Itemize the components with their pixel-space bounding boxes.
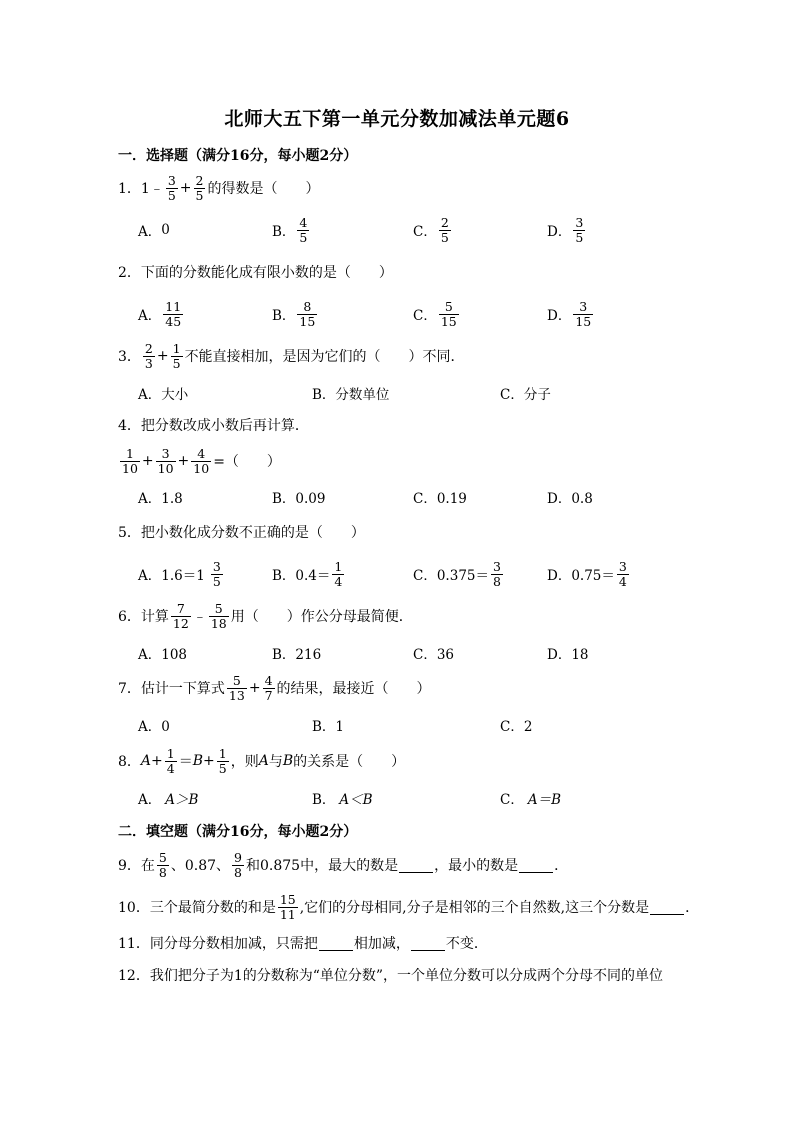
fraction: [120, 447, 140, 476]
answer-blank[interactable]: [650, 900, 684, 915]
question-text: 相加减，: [353, 936, 410, 952]
denominator: 5: [440, 229, 449, 245]
question-8: [118, 741, 405, 781]
numerator: 1: [125, 445, 134, 461]
denominator: 5: [575, 229, 584, 245]
option-text: A＝B: [527, 792, 562, 808]
numerator: 9: [234, 849, 242, 865]
variable-b: B: [282, 753, 294, 769]
option-text: A＜B: [339, 792, 373, 808]
option-text: 0: [161, 222, 170, 238]
option-a: [138, 556, 225, 592]
denominator: 18: [210, 615, 227, 631]
fraction: [573, 216, 585, 245]
option-label: A．: [138, 224, 162, 240]
option-a: A．1.8: [138, 491, 183, 507]
question-number: 3．: [118, 349, 141, 365]
question-text: 7．估计一下算式: [118, 681, 225, 697]
question-text: 11．同分母分数相加减，只需把: [118, 936, 318, 952]
question-6: [118, 596, 413, 636]
option-b: B．216: [272, 647, 322, 663]
question-text: =（ ）: [213, 454, 281, 470]
numerator: 3: [618, 558, 627, 574]
numerator: 1: [166, 745, 175, 761]
denominator: 4: [618, 573, 627, 589]
question-2: 2．下面的分数能化成有限小数的是（ ）: [118, 265, 393, 281]
fraction: [617, 560, 629, 589]
option-label: C．: [500, 792, 524, 808]
fraction: [166, 174, 178, 203]
numerator: 2: [144, 340, 153, 356]
variable-b: B: [192, 753, 204, 769]
fraction: [491, 560, 503, 589]
denominator: 45: [165, 313, 182, 329]
operator: +: [203, 753, 215, 769]
denominator: 10: [157, 460, 174, 476]
section-heading-choice: 一．选择题（满分16分，每小题2分）: [118, 148, 358, 164]
question-text: ，则: [230, 754, 259, 770]
option-label: C．: [413, 568, 437, 584]
fraction: [263, 674, 275, 703]
option-b: [312, 780, 373, 816]
option-label: D．: [547, 224, 572, 240]
fraction: [163, 300, 183, 329]
denominator: 3: [144, 355, 153, 371]
denominator: 5: [167, 187, 176, 203]
numerator: 4: [264, 672, 273, 688]
denominator: 12: [172, 615, 189, 631]
numerator: 5: [232, 672, 241, 688]
section-heading-fill: 二．填空题（满分16分，每小题2分）: [118, 824, 358, 840]
numerator: 2: [440, 214, 449, 230]
option-c: C．36: [413, 647, 455, 663]
option-b: B．0.09: [272, 491, 326, 507]
answer-blank[interactable]: [319, 936, 353, 951]
option-b: [272, 296, 319, 332]
variable-a: A: [258, 753, 269, 769]
option-a: [138, 780, 198, 816]
denominator: 15: [440, 313, 457, 329]
option-label: B．: [272, 224, 296, 240]
question-text: 的结果，最接近（ ）: [276, 681, 431, 697]
numerator: 8: [303, 298, 312, 314]
denominator: 8: [158, 864, 167, 880]
question-text: ,它们的分母相同,分子是相邻的三个自然数,这三个分数是: [299, 900, 650, 916]
operator: +: [177, 453, 190, 469]
question-text: 用（ ）作公分母最简便．: [230, 609, 413, 625]
operator: ＝: [178, 754, 193, 770]
option-label: C．: [413, 308, 437, 324]
expression-text: 1﹣: [140, 181, 164, 197]
fraction: [217, 747, 229, 776]
option-label: B．: [312, 792, 336, 808]
option-c: [413, 296, 461, 332]
denominator: 10: [193, 460, 210, 476]
denominator: 4: [166, 760, 175, 776]
fraction: [439, 216, 451, 245]
option-label: B．: [272, 308, 296, 324]
question-text: 的关系是（ ）: [293, 754, 406, 770]
option-label: D．: [547, 308, 572, 324]
fraction: [297, 216, 309, 245]
option-label: D．: [547, 568, 572, 584]
variable-a: A: [140, 753, 152, 769]
denominator: 5: [195, 187, 204, 203]
numerator: 3: [167, 172, 176, 188]
denominator: 15: [299, 313, 316, 329]
fraction: [332, 560, 344, 589]
denominator: 8: [234, 864, 242, 880]
denominator: 7: [264, 687, 273, 703]
answer-blank[interactable]: [411, 936, 445, 951]
answer-blank[interactable]: [399, 858, 433, 873]
numerator: 5: [444, 298, 453, 314]
question-1: [118, 168, 319, 208]
fraction: [278, 893, 298, 922]
numerator: 3: [161, 445, 170, 461]
option-c: [413, 212, 453, 248]
option-d: D．18: [547, 647, 589, 663]
question-text: 6．计算: [118, 609, 169, 625]
numerator: 11: [165, 298, 182, 314]
option-b: [272, 212, 311, 248]
option-b: B．分数单位: [312, 387, 390, 403]
question-text: 的得数是（ ）: [207, 181, 320, 197]
option-b: [272, 556, 346, 592]
numerator: 1: [172, 340, 181, 356]
fraction: [209, 602, 229, 631]
option-text: 0.75＝: [571, 568, 615, 584]
numerator: 4: [197, 445, 206, 461]
fraction: [194, 174, 206, 203]
numerator: 1: [334, 558, 343, 574]
question-text: ．: [685, 900, 700, 916]
question-text: 和0.875中，最大的数是: [246, 858, 399, 874]
denominator: 5: [212, 573, 221, 589]
question-text: 、0.87、: [170, 858, 231, 874]
option-c: C．2: [500, 719, 533, 735]
fraction: [439, 300, 459, 329]
option-d: [547, 296, 595, 332]
operator: +: [248, 680, 261, 696]
option-label: A．: [138, 792, 162, 808]
option-label: C．: [413, 224, 437, 240]
option-a: A．0: [138, 719, 170, 735]
question-4-expression: [118, 441, 281, 481]
option-label: B．: [272, 568, 296, 584]
denominator: 5: [172, 355, 181, 371]
denominator: 15: [575, 313, 592, 329]
operator: ﹣: [192, 609, 207, 625]
option-a: A．108: [138, 647, 188, 663]
denominator: 5: [299, 229, 308, 245]
option-c: C．分子: [500, 387, 551, 403]
fraction: [211, 560, 223, 589]
fraction: [156, 447, 176, 476]
question-text: 不能直接相加，是因为它们的（ ）不同．: [184, 349, 465, 365]
option-label: A．: [138, 308, 162, 324]
option-text: 0.4＝: [295, 568, 331, 584]
denominator: 13: [228, 687, 245, 703]
fraction: [165, 747, 177, 776]
question-number: 8．: [118, 754, 141, 770]
operator: +: [179, 180, 192, 196]
answer-blank[interactable]: [519, 858, 553, 873]
denominator: 10: [122, 460, 138, 476]
option-a: A．大小: [138, 387, 189, 403]
fraction: [171, 602, 191, 631]
question-10: [118, 887, 699, 927]
option-a: [138, 212, 170, 248]
operator: +: [141, 453, 154, 469]
numerator: 2: [195, 172, 204, 188]
denominator: 11: [279, 906, 296, 922]
numerator: 5: [158, 849, 167, 865]
question-text: ，最小的数是: [434, 858, 519, 874]
question-text: ．: [554, 858, 569, 874]
fraction: [171, 342, 183, 371]
fraction: [232, 851, 244, 880]
numerator: 7: [176, 600, 185, 616]
option-c: [500, 780, 561, 816]
question-12: 12．我们把分子为1的分数称为“单位分数”，一个单位分数可以分成两个分母不同的单位: [118, 968, 664, 984]
option-text: 0.375＝: [436, 568, 489, 584]
denominator: 8: [493, 573, 501, 589]
option-d: D．0.8: [547, 491, 593, 507]
option-d: [547, 556, 631, 592]
denominator: 4: [334, 573, 343, 589]
numerator: 3: [212, 558, 221, 574]
option-label: A．: [138, 568, 162, 584]
numerator: 4: [299, 214, 308, 230]
numerator: 15: [279, 891, 296, 907]
operator: +: [151, 753, 163, 769]
fraction: [573, 300, 593, 329]
option-text: 1.6＝1: [161, 568, 205, 584]
question-text: 10．三个最简分数的和是: [118, 900, 276, 916]
fraction: [143, 342, 155, 371]
option-d: [547, 212, 587, 248]
fraction: [297, 300, 317, 329]
question-text: 不变．: [445, 936, 488, 952]
option-c: [413, 556, 505, 592]
option-b: B．1: [312, 719, 345, 735]
question-text: 与: [268, 754, 283, 770]
operator: +: [156, 348, 169, 364]
fraction: [227, 674, 247, 703]
question-5: 5．把小数化成分数不正确的是（ ）: [118, 525, 365, 541]
question-text: 9．在: [118, 858, 155, 874]
question-7: [118, 668, 431, 708]
denominator: 5: [218, 760, 227, 776]
option-c: C．0.19: [413, 491, 467, 507]
numerator: 1: [218, 745, 227, 761]
page-title: 北师大五下第一单元分数加减法单元题6: [224, 108, 570, 130]
numerator: 3: [493, 558, 501, 574]
question-number: 1．: [118, 181, 141, 197]
fraction: [191, 447, 211, 476]
question-3: [118, 336, 465, 376]
option-text: A＞B: [165, 792, 199, 808]
fraction: [157, 851, 169, 880]
question-9: [118, 845, 568, 885]
numerator: 3: [579, 298, 588, 314]
numerator: 3: [575, 214, 584, 230]
question-4: 4．把分数改成小数后再计算．: [118, 418, 309, 434]
numerator: 5: [214, 600, 223, 616]
option-a: [138, 296, 185, 332]
